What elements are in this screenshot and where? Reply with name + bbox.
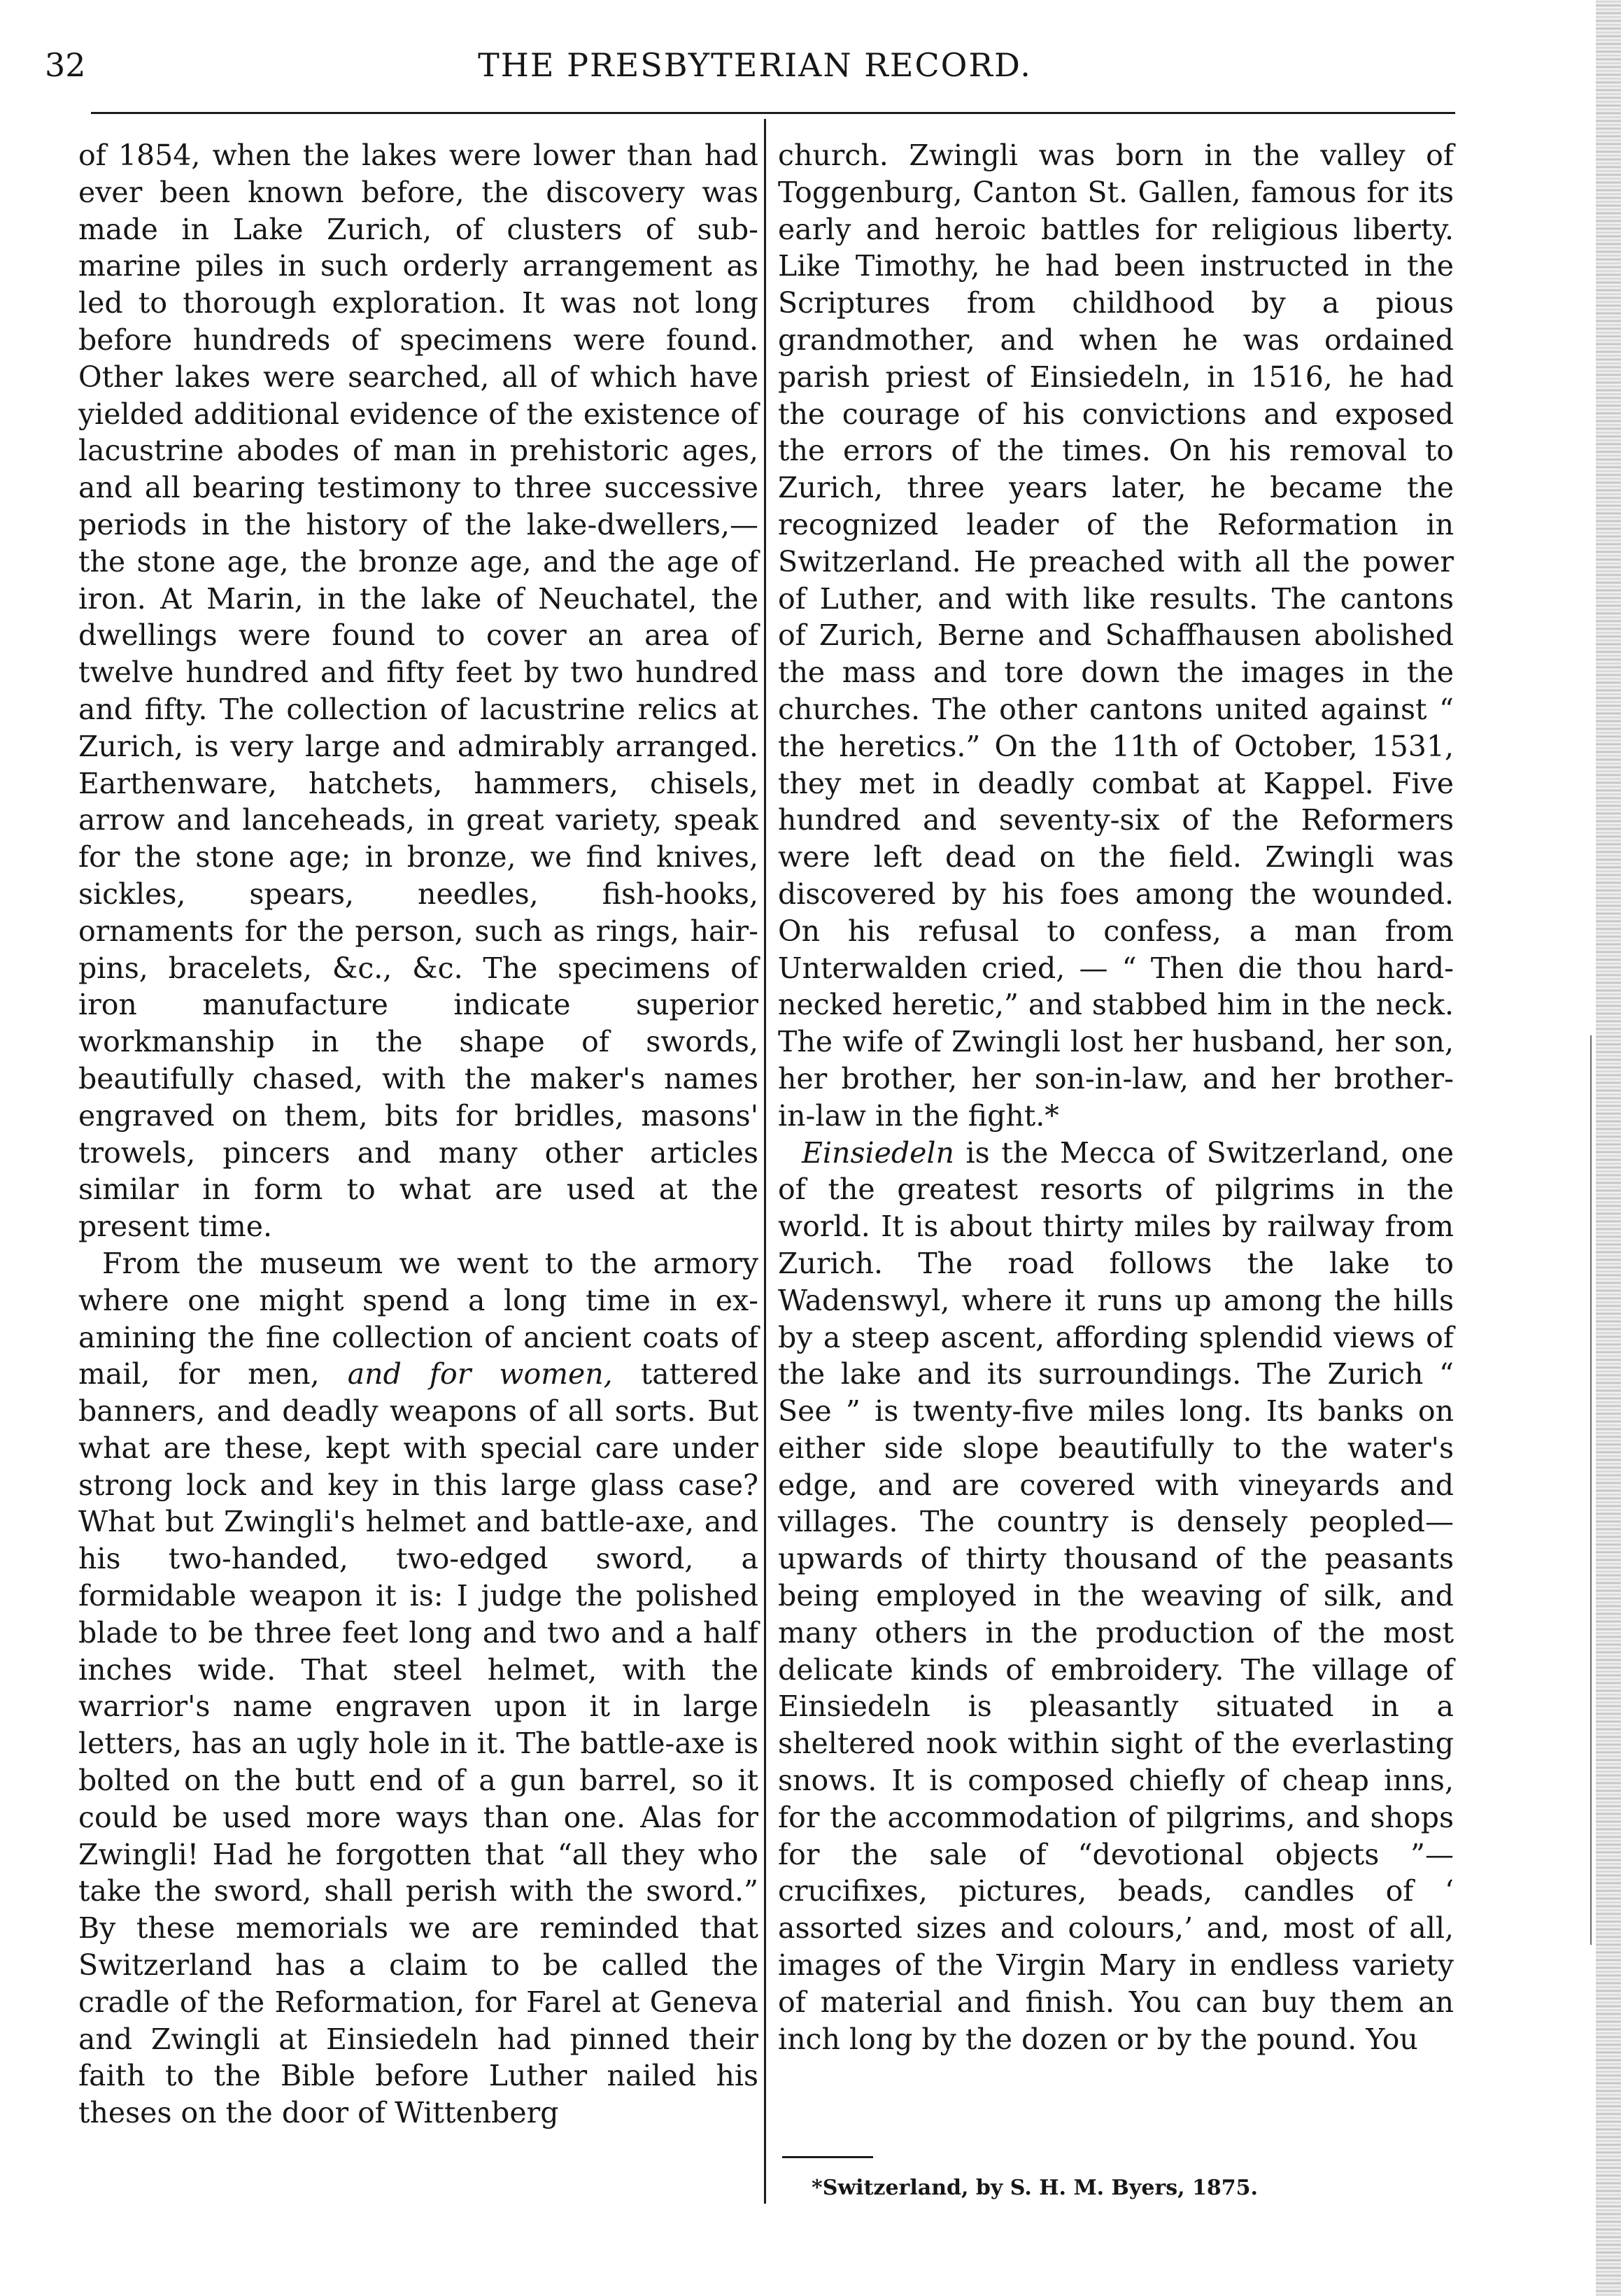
right-paragraph-2-rest: is the Mecca of Switzerland, one of the greatest resorts of pilgrims in the world. It is about thirty miles by railway from Zurich. The road follows the lake to Wadenswyl, where it runs up among the hills by a steep ascent, affording splendid views of the lake and its surroundings. The Zurich “ See ” is twenty-five miles long. Its banks on either side slope beautifully to the water's edge, and are covered with vineyards and villages. The country is densely peopled—upwards of thirty thousand of the peasants being employed in the weaving of silk, and many others in the production of the most delicate kinds of embroidery. The village of Einsiedeln is pleasantly situated in a sheltered nook within sight of the everlasting snows. It is composed chiefly of cheap inns, for the accommodation of pilgrims, and shops for the sale of “devotional objects ”—crucifixes, pictures, beads, candles of ‘ assorted sizes and colours,’ and, most of all, images of the Virgin Mary in endless variety of material and finish. You can buy them an inch long by the dozen or by the pound. You bbox=[778, 1135, 1454, 2056]
right-paragraph-2-italic: Einsiedeln bbox=[802, 1135, 954, 1170]
column-rule bbox=[764, 119, 766, 2204]
left-paragraph-2-rest: tattered banners, and deadly weapons of all sorts. But what are these, kept with special care under strong lock and key in this large glass case? What but Zwingli's helmet and battle-axe, and his two-handed, two-edged sword, a formidable weapon it is: I judge the polished blade to be three feet long and two and a half inches wide. That steel helmet, with the warrior's name engraven upon it in large letters, has an ugly hole in it. The battle-axe is bolted on the butt end of a gun barrel, so it could be used more ways than one. Alas for Zwingli! Had he forgotten that “all they who take the sword, shall perish with the sword.” By these memorials we are reminded that Switzerland has a claim to be called the cradle of the Reformation, for Farel at Geneva and Zwingli at Einsiedeln had pinned their faith to the Bible before Luther nailed his theses on the door of Wittenberg bbox=[78, 1357, 758, 2130]
header-rule bbox=[91, 112, 1455, 114]
left-column bbox=[78, 137, 758, 2132]
left-paragraph-2-lead: From the museum we went to the armory where one might spend a long time in examining the fine collection of ancient coats of mail, for men, bbox=[78, 1246, 758, 1391]
left-paragraph-2 bbox=[78, 1245, 758, 2132]
right-column bbox=[778, 137, 1454, 2057]
page-header bbox=[45, 41, 1465, 90]
running-title: THE PRESBYTERIAN RECORD. bbox=[478, 46, 1032, 84]
right-paragraph-2 bbox=[778, 1135, 1454, 2058]
page-spine-edge bbox=[1596, 0, 1621, 2296]
page-spine-line bbox=[1590, 1035, 1592, 1945]
left-paragraph-2-italic: and for women, bbox=[347, 1357, 613, 1391]
footnote: *Switzerland, by S. H. M. Byers, 1875. bbox=[812, 2176, 1258, 2200]
right-paragraph-1: church. Zwingli was born in the valley of Toggenburg, Canton St. Gallen, famous for its early and heroic battles for religious liberty. Like Timothy, he had been instructed in the Scriptures from childhood by a pious grandmother, and when he was ordained parish priest of Einsiedeln, in 1516, he had the courage of his convictions and exposed the errors of the times. On his removal to Zurich, three years later, he became the recognized leader of the Reformation in Switzerland. He preached with all the power of Luther, and with like results. The cantons of Zurich, Berne and Schaffhausen abolished the mass and tore down the images in the churches. The other cantons united against “ the heretics.” On the 11th of October, 1531, they met in deadly combat at Kappel. Five hundred and seventy-six of the Reformers were left dead on the field. Zwingli was discovered by his foes among the wounded. On his refusal to confess, a man from Unterwalden cried, — “ Then die thou hard-necked heretic,” and stabbed him in the neck. The wife of Zwingli lost her husband, her son, her brother, her son-in-law, and her brother-in-law in the fight.* bbox=[778, 139, 1454, 1133]
left-paragraph-1: of 1854, when the lakes were lower than had ever been known before, the discovery was made in Lake Zurich, of clusters of sub-marine piles in such orderly arrangement as led to thorough exploration. It was not long before hundreds of specimens were found. Other lakes were searched, all of which have yielded additional evidence of the existence of lacustrine abodes of man in prehistoric ages, and all bearing testimony to three successive periods in the history of the lake-dwellers,—the stone age, the bronze age, and the age of iron. At Marin, in the lake of Neuchatel, the dwellings were found to cover an area of twelve hundred and fifty feet by two hundred and fifty. The collection of lacustrine relics at Zurich, is very large and admirably arranged. Earthenware, hatchets, hammers, chisels, arrow and lanceheads, in great variety, speak for the stone age; in bronze, we find knives, sickles, spears, needles, fish-hooks, ornaments for the person, such as rings, hair-pins, bracelets, &c., &c. The specimens of iron manufacture indicate superior workmanship in the shape of swords, beautifully chased, with the maker's names engraved on them, bits for bridles, masons' trowels, pincers and many other articles similar in form to what are used at the present time. bbox=[78, 139, 758, 1244]
footnote-rule bbox=[782, 2156, 873, 2158]
page-number: 32 bbox=[45, 46, 86, 84]
